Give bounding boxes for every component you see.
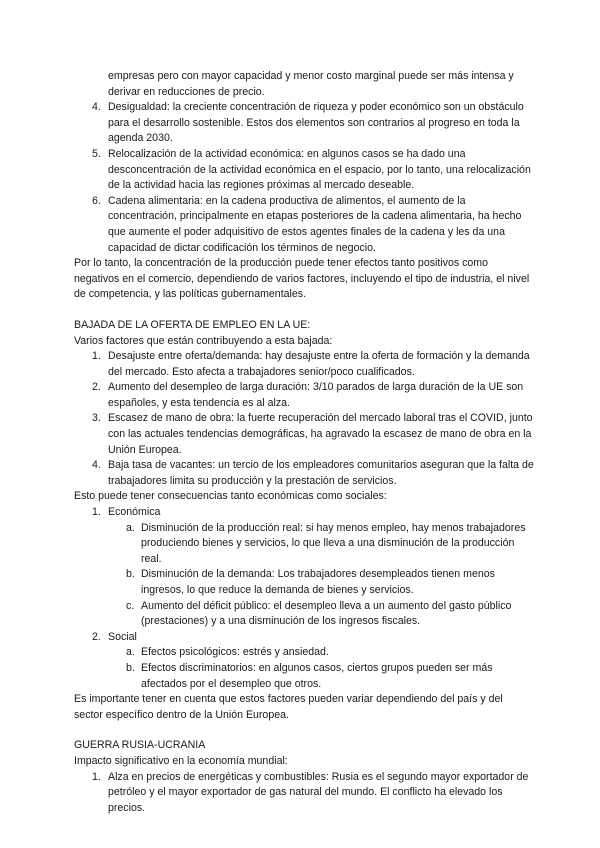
list-item — [74, 770, 534, 817]
list-item — [74, 147, 534, 194]
section-intro: Impacto significativo en la economía mundial: — [74, 754, 288, 767]
sub-list-letter: a. — [126, 646, 135, 659]
list-number: 4. — [92, 459, 101, 472]
list-item-text: Cadena alimentaria: en la cadena productiva de alimentos, el aumento de la concentración, principalmente en etapas posteriores de la cadena alimentaria, ha hecho que aumente el poder adquisitivo de estos agentes finales de la cadena y les da una capacidad de dictar codificación los términos de negocio. — [108, 194, 522, 254]
list-item — [74, 194, 534, 256]
section-heading-empleo: BAJADA DE LA OFERTA DE EMPLEO EN LA UE: — [74, 318, 311, 331]
list-item-text: Desigualdad: la creciente concentración de riqueza y poder económico son un obstáculo para el desarrollo sostenible. Estos dos elementos son contrarios al progreso en toda la agenda 2030. — [108, 101, 524, 145]
sub-list-letter: c. — [126, 599, 135, 612]
sub-list-item — [74, 645, 534, 661]
list-number: 1. — [92, 350, 101, 363]
sub-list-item — [74, 521, 534, 568]
conclusion-paragraph: Por lo tanto, la concentración de la producción puede tener efectos tanto positivos como negativos en el comercio, dependiendo de varios factores, incluyendo el tipo de industria, el nivel de competencia, y las políticas gubernamentales. — [74, 257, 530, 301]
sub-list-item-text: Efectos psicológicos: estrés y ansiedad. — [141, 646, 329, 659]
consequences-intro: Esto puede tener consecuencias tanto económicas como sociales: — [74, 490, 387, 503]
list-number: 3. — [92, 412, 101, 425]
list-item-label: Económica — [108, 506, 161, 519]
list-number: 4. — [92, 101, 101, 114]
sub-list-item-text: Disminución de la producción real: si hay menos empleo, hay menos trabajadores produciendo bienes y servicios, lo que lleva a una disminución de la producción real. — [141, 521, 526, 565]
sub-list-letter: b. — [126, 568, 135, 581]
list-item-label: Social — [108, 630, 137, 643]
list-item — [74, 411, 534, 458]
list-number: 2. — [92, 381, 101, 394]
list-number: 1. — [92, 770, 101, 783]
list-item-group — [74, 505, 534, 521]
list-item-continuation: empresas pero con mayor capacidad y menor costo marginal puede ser más intensa y derivar en reducciones de precio. — [108, 70, 514, 98]
sub-list-item-text: Aumento del déficit público: el desempleo lleva a un aumento del gasto público (prestaciones) y a una disminución de los ingresos fiscales. — [141, 599, 512, 628]
list-item — [74, 458, 534, 489]
closing-paragraph: Es importante tener en cuenta que estos factores pueden variar dependiendo del país y del sector específico dentro de la Unión Europea. — [74, 693, 503, 721]
sub-list-item-text: Disminución de la demanda: Los trabajadores desempleados tienen menos ingresos, lo que reduce la demanda de bienes y servicios. — [141, 568, 495, 596]
sub-list-item — [74, 567, 534, 598]
sub-list-letter: a. — [126, 521, 135, 534]
list-item-text: Desajuste entre oferta/demanda: hay desajuste entre la oferta de formación y la demanda del mercado. Esto afecta a trabajadores senior/poco cualificados. — [108, 350, 530, 378]
list-item-text: Escasez de mano de obra: la fuerte recuperación del mercado laboral tras el COVID, junto con las actuales tendencias demográficas, ha agravado la escasez de mano de obra en la Unión Europea. — [108, 412, 533, 456]
sub-list-letter: b. — [126, 661, 135, 674]
list-number: 5. — [92, 147, 101, 160]
list-item-text: Relocalización de la actividad económica: en algunos casos se ha dado una desconcentración de la actividad económica en el espacio, por lo tanto, una relocalización de la actividad hacia las regiones próximas al mercado deseable. — [108, 147, 531, 192]
sub-list-item — [74, 661, 534, 692]
section-intro: Varios factores que están contribuyendo a esta bajada: — [74, 334, 333, 347]
list-number: 2. — [92, 630, 101, 643]
document-page — [74, 69, 534, 816]
section-heading-guerra: GUERRA RUSIA-UCRANIA — [74, 739, 206, 752]
sub-list-item-text: Efectos discriminatorios: en algunos casos, ciertos grupos pueden ser más afectados por el desempleo que otros. — [141, 661, 493, 690]
list-item-group — [74, 630, 534, 646]
list-item — [74, 100, 534, 147]
list-item — [74, 380, 534, 411]
list-item — [74, 349, 534, 380]
sub-list-item — [74, 599, 534, 630]
list-item-text: Baja tasa de vacantes: un tercio de los empleadores comunitarios aseguran que la falta de trabajadores limita su producción y la prestación de servicios. — [108, 459, 534, 487]
list-number: 1. — [92, 506, 101, 519]
list-number: 6. — [92, 194, 101, 207]
list-item-text: Alza en precios de energéticas y combustibles: Rusia es el segundo mayor exportador de petróleo y el mayor exportador de gas natural del mundo. El conflicto ha elevado los precios. — [108, 770, 529, 814]
list-item-text: Aumento del desempleo de larga duración: 3/10 parados de larga duración de la UE son españoles, y esta tendencia es al alza. — [108, 381, 524, 409]
